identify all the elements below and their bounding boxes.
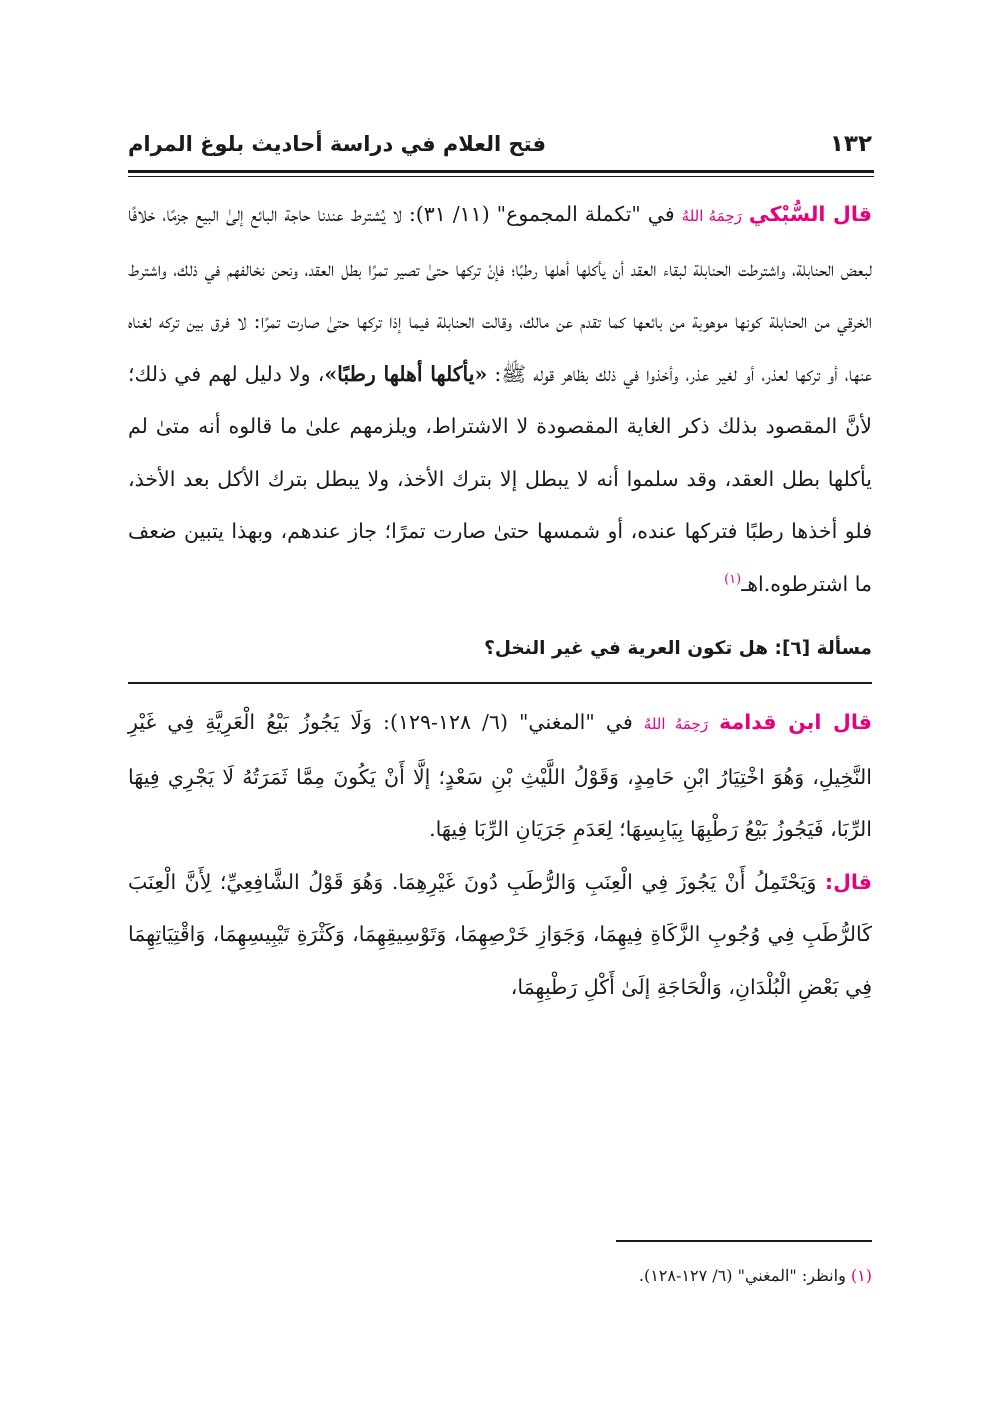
paragraph-text-rest: ، ولا دليل لهم في ذلك؛ لأنَّ المقصود بذلك ذكر الغاية المقصودة لا الاشتراط، ويلزمهم علىٰ ما قالوه أنه متىٰ لم يأكلها بطل العقد، وقد سلموا أنه لا يبطل إلا بترك الأخذ، ولا يبطل بترك الأكل بعد الأخذ، فلو أخذها رطبًا فتركها عنده، أو شمسها حتىٰ صارت تمرًا؛ جاز عندهم، وبهذا يتبين ضعف ما اشترطوه.اهـ [128, 361, 872, 596]
running-title: فتح العلام في دراسة أحاديث بلوغ المرام [128, 132, 546, 156]
honorific: رَحِمَهُ اللهُ [643, 715, 709, 733]
hadith-quote: «يأكلها أهلها رطبًا» [324, 361, 488, 386]
issue-question: هل تكون العرية في غير النخل؟ [484, 638, 769, 659]
paragraph-ibn-qudama [128, 696, 872, 856]
speaker-subki: قال السُّبْكي [748, 202, 872, 226]
footnote-rule [616, 1240, 872, 1242]
footnote-text: وانظر: "المغني" (٦/ ١٢٧-١٢٨). [638, 1266, 846, 1285]
paragraph-subki [128, 188, 872, 610]
footnote-number: (١) [850, 1266, 872, 1285]
section-rule [128, 682, 872, 684]
paragraph-text: وَيَحْتَمِلُ أَنْ يَجُوزَ فِي الْعِنَبِ وَالرُّطَبِ دُونَ غَيْرِهِمَا. وَهُوَ قَوْلُ الشَّافِعِيِّ؛ لِأَنَّ الْعِنَبَ كَالرُّطَبِ فِي وُجُوبِ الزَّكَاةِ فِيهِمَا، وَجَوَازِ خَرْصِهِمَا، وَتَوْسِيقِهِمَا، وَكَثْرَةِ تَيْبِيسِهِمَا، وَاقْتِيَاتِهِمَا فِي بَعْضِ الْبُلْدَانِ، وَالْحَاجَةِ إلَىٰ أَكْلِ رَطْبِهِمَا، [128, 869, 872, 999]
paragraph-qala [128, 856, 872, 1014]
header-rule [128, 170, 874, 173]
paragraph-text: وَلَا يَجُوزُ بَيْعُ الْعَرِيَّةِ فِي غَيْرِ النَّخِيلِ، وَهُوَ اخْتِيَارُ ابْنِ حَامِدٍ، وَقَوْلُ اللَّيْثِ بْنِ سَعْدٍ؛ إلَّا أَنْ يَكُونَ مِمَّا ثَمَرَتُهُ لَا يَجْرِي فِيهَا الرِّبَا، فَيَجُوزُ بَيْعُ رَطْبِهَا بِيَابِسِهَا؛ لِعَدَمِ جَرَيَانِ الرِّبَا فِيهَا. [128, 710, 872, 841]
issue-label: مسألة [٦]: [774, 638, 872, 659]
paragraph-text: في "تكملة المجموع" (١١/ ٣١): لا يُشترط عندنا حاجة البائع إلىٰ البيع جزمًا، خلافًا لبعض الحنابلة، واشترطت الحنابلة لبقاء العقد أن يأكلها أهلها رطبًا؛ فإنْ تركها حتىٰ تصير تمرًا بطل العقد، ونحن نخالفهم في ذلك، واشترط الخرقي من الحنابلة كونها موهوبة من بائعها كما تقدم عن مالك، وقالت الحنابلة فيما إذا تركها حتىٰ صارت تمرًا: لا فرق بين تركه لغناه عنها، أو تركها لعذر، أو لغير عذر، وأخذوا في ذلك بظاهر قوله ﷺ: [128, 202, 872, 386]
footnote-reference[interactable]: (١) [724, 571, 742, 587]
page-number: ١٣٢ [829, 131, 872, 157]
main-text [128, 188, 872, 1013]
honorific: رَحِمَهُ اللهُ [681, 207, 742, 225]
citation: في "المغني" (٦/ ١٢٨-١٢٩): [383, 710, 633, 734]
page-header [128, 122, 872, 166]
speaker-qala: قال: [824, 869, 872, 894]
header-rule-thin [128, 176, 874, 177]
footnote [128, 1262, 872, 1290]
speaker-ibn-qudama: قال ابن قدامة [719, 710, 872, 734]
issue-heading [128, 634, 872, 664]
